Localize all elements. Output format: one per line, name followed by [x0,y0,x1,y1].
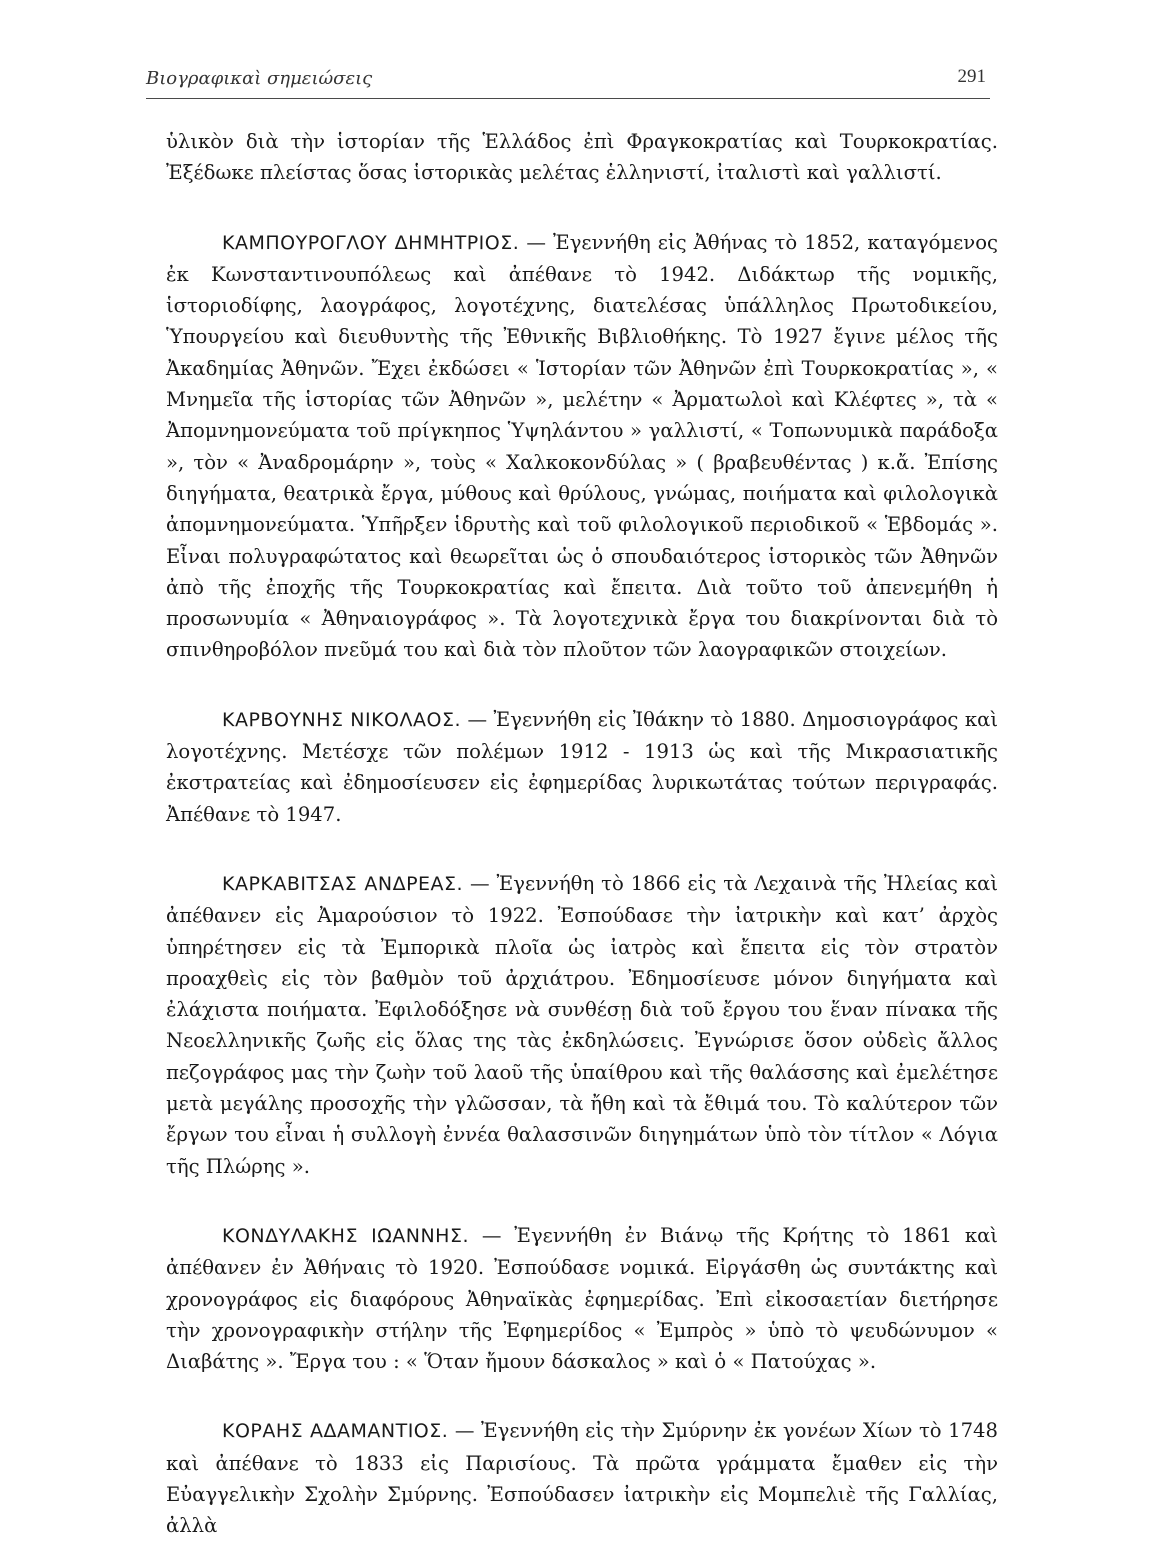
entry-name: ΚΟΝΔΥΛΑΚΗΣ ΙΩΑΝΝΗΣ. [222,1224,469,1247]
entry-kambouroglou [166,227,998,666]
page-number: 291 [957,66,986,87]
entry-text: — Ἐγεννήθη εἰς Ἀθήνας τὸ 1852, καταγόμενος ἐκ Κωνσταντινουπόλεως καὶ ἀπέθανε τὸ 1942. Διδάκτωρ τῆς νομικῆς, ἱστοριοδίφης, λαογράφος, λογοτέχνης, διατελέσας ὑπάλληλος Πρωτοδικείου, Ὑπουργείου καὶ διευθυντὴς τῆς Ἐθνικῆς Βιβλιοθήκης. Τὸ 1927 ἔγινε μέλος τῆς Ἀκαδημίας Ἀθηνῶν. Ἔχει ἐκδώσει « Ἱστορίαν τῶν Ἀθηνῶν ἐπὶ Τουρκοκρατίας », « Μνημεῖα τῆς ἱστορίας τῶν Ἀθηνῶν », μελέτην « Ἀρματωλοὶ καὶ Κλέφτες », τὰ « Ἀπομνημονεύματα τοῦ πρίγκηπος Ὑψηλάντου » γαλλιστί, « Τοπωνυμικὰ παράδοξα », τὸν « Ἀναδρομάρην », τοὺς « Χαλκοκονδύλας » ( βραβευθέντας ) κ.ἄ. Ἐπίσης διηγήματα, θεατρικὰ ἔργα, μύθους καὶ θρύλους, γνώμας, ποιήματα καὶ φιλολογικὰ ἀπομνημονεύματα. Ὑπῆρξεν ἱδρυτὴς καὶ τοῦ φιλολογικοῦ περιοδικοῦ « Ἑβδομάς ». Εἶναι πολυγραφώτατος καὶ θεωρεῖται ὡς ὁ σπουδαιότερος ἱστορικὸς τῶν Ἀθηνῶν ἀπὸ τῆς ἐποχῆς τῆς Τουρκοκρατίας καὶ ἔπειτα. Διὰ τοῦτο τοῦ ἀπενεμήθη ἡ προσωνυμία « Ἀθηναιογράφος ». Τὰ λογοτεχνικὰ ἔργα του διακρίνονται διὰ τὸ σπινθηροβόλον πνεῦμά του καὶ διὰ τὸν πλοῦτον τῶν λαογραφικῶν στοιχείων. [166,230,998,662]
entry-text: — Ἐγεννήθη τὸ 1866 εἰς τὰ Λεχαινὰ τῆς Ἠλείας καὶ ἀπέθανεν εἰς Ἀμαρούσιον τὸ 1922. Ἐσπούδασε τὴν ἰατρικὴν καὶ κατ’ ἀρχὸς ὑπηρέτησεν εἰς τὰ Ἐμπορικὰ πλοῖα ὡς ἰατρὸς καὶ ἔπειτα εἰς τὸν στρατὸν προαχθεὶς εἰς τὸν βαθμὸν τοῦ ἀρχιάτρου. Ἐδημοσίευσε μόνον διηγήματα καὶ ἐλάχιστα ποιήματα. Ἐφιλοδόξησε νὰ συνθέσῃ διὰ τοῦ ἔργου του ἕναν πίνακα τῆς Νεοελληνικῆς ζωῆς εἰς ὅλας της τὰς ἐκδηλώσεις. Ἐγνώρισε ὅσον οὐδεὶς ἄλλος πεζογράφος μας τὴν ζωὴν τοῦ λαοῦ τῆς ὑπαίθρου καὶ τῆς θαλάσσης καὶ ἐμελέτησε μετὰ μεγάλης προσοχῆς τὴν γλῶσσαν, τὰ ἤθη καὶ τὰ ἔθιμά του. Τὸ καλύτερον τῶν ἔργων του εἶναι ἡ συλλογὴ ἐννέα θαλασσινῶν διηγημάτων ὑπὸ τὸν τίτλον « Λόγια τῆς Πλώρης ». [166,871,998,1178]
page-body [166,126,998,1542]
entry-karvounis [166,704,998,830]
entry-name: ΚΑΡΚΑΒΙΤΣΑΣ ΑΝΔΡΕΑΣ. [222,872,464,895]
entry-korais [166,1415,998,1541]
entry-text: — Ἐγεννήθη εἰς Ἰθάκην τὸ 1880. Δημοσιογράφος καὶ λογοτέχνης. Μετέσχε τῶν πολέμων 1912 - 1913 ὡς καὶ τῆς Μικρασιατικῆς ἐκστρατείας καὶ ἐδημοσίευσεν εἰς ἐφημερίδας λυρικωτάτας τούτων περιγραφάς. Ἀπέθανε τὸ 1947. [166,707,999,826]
entry-text: — Ἐγεννήθη ἐν Βιάνῳ τῆς Κρήτης τὸ 1861 καὶ ἀπέθανεν ἐν Ἀθήναις τὸ 1920. Ἐσπούδασε νομικά. Εἰργάσθη ὡς συντάκτης καὶ χρονογράφος εἰς διαφόρους Ἀθηναϊκὰς ἐφημερίδας. Ἐπὶ εἰκοσαετίαν διετήρησε τὴν χρονογραφικὴν στήλην τῆς Ἐφημερίδος « Ἐμπρὸς » ὑπὸ τὸ ψευδώνυμον « Διαβάτης ». Ἔργα του : « Ὅταν ἤμουν δάσκαλος » καὶ ὁ « Πατούχας ». [166,1223,998,1374]
entry-karkavitsas [166,868,998,1182]
entry-kondylakis [166,1220,998,1377]
entry-name: ΚΟΡΑΗΣ ΑΔΑΜΑΝΤΙΟΣ. [222,1420,449,1443]
entry-name: ΚΑΜΠΟΥΡΟΓΛΟΥ ΔΗΜΗΤΡΙΟΣ. [222,231,520,254]
running-title: Βιογραφικαὶ σημειώσεις [146,68,373,89]
entry-name: ΚΑΡΒΟΥΝΗΣ ΝΙΚΟΛΑΟΣ. [222,708,462,731]
intro-paragraph: ὑλικὸν διὰ τὴν ἱστορίαν τῆς Ἑλλάδος ἐπὶ Φραγκοκρατίας καὶ Τουρκοκρατίας. Ἐξέδωκε πλείστας ὅσας ἱστορικὰς μελέτας ἑλληνιστί, ἰταλιστὶ καὶ γαλλιστί. [166,130,998,185]
entry-text: — Ἐγεννήθη εἰς τὴν Σμύρνην ἐκ γονέων Χίων τὸ 1748 καὶ ἀπέθανε τὸ 1833 εἰς Παρισίους. Τὰ πρῶτα γράμματα ἔμαθεν εἰς τὴν Εὐαγγελικὴν Σχολὴν Σμύρνης. Ἐσπούδασεν ἰατρικὴν εἰς Μομπελιὲ τῆς Γαλλίας, ἀλλὰ [166,1419,998,1538]
page-header [146,62,990,99]
